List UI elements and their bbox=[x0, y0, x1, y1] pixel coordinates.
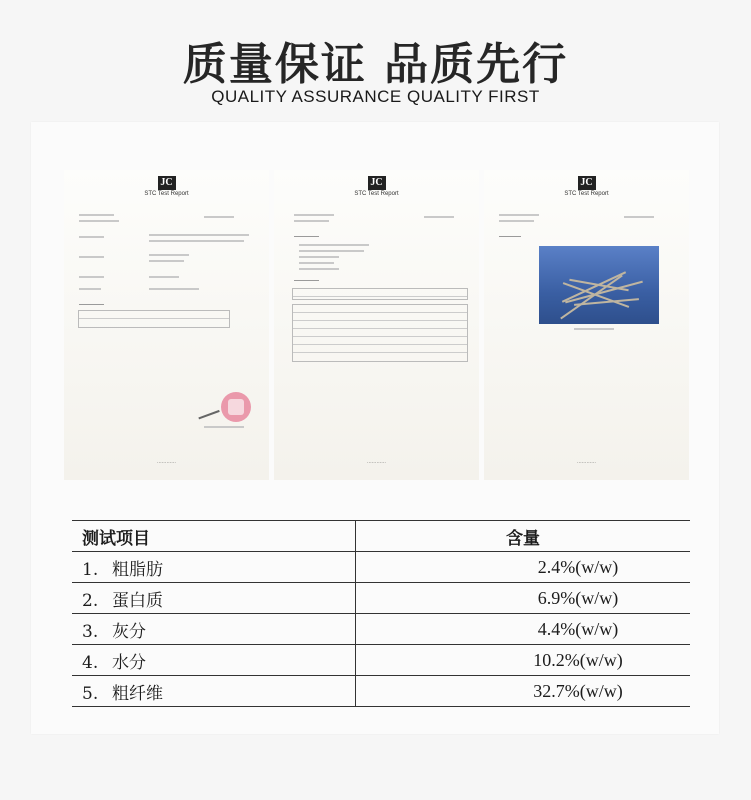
page-subtitle: QUALITY ASSURANCE QUALITY FIRST bbox=[211, 87, 540, 106]
header-content: 含量 bbox=[356, 521, 691, 552]
stc-logo: JC bbox=[578, 176, 596, 190]
report-page-2 bbox=[274, 170, 479, 480]
table-row bbox=[72, 583, 690, 614]
table-row bbox=[72, 552, 690, 583]
row-value: 32.7%(w/w) bbox=[533, 680, 623, 701]
report-title: STC Test Report bbox=[144, 191, 189, 197]
row-number: 1. bbox=[82, 559, 99, 580]
row-number: 4. bbox=[82, 652, 99, 673]
table-header-row bbox=[72, 521, 690, 552]
table-row bbox=[72, 676, 690, 707]
page-title: 质量保证 品质先行 bbox=[182, 39, 569, 90]
report-title: STC Test Report bbox=[354, 191, 399, 197]
report-footer: ············ bbox=[576, 460, 597, 466]
results-table bbox=[72, 520, 690, 710]
row-item: 水分 bbox=[112, 652, 146, 673]
sample-photo bbox=[539, 246, 659, 324]
row-value: 4.4%(w/w) bbox=[537, 618, 619, 639]
row-item: 蛋白质 bbox=[112, 590, 163, 611]
stc-logo: JC bbox=[158, 176, 176, 190]
row-number: 5. bbox=[82, 683, 99, 704]
report-footer: ············ bbox=[156, 460, 177, 466]
row-number: 3. bbox=[82, 621, 99, 642]
report-page-3 bbox=[484, 170, 689, 480]
row-item: 粗脂肪 bbox=[112, 559, 163, 580]
row-item: 粗纤维 bbox=[112, 683, 163, 704]
report-footer: ············ bbox=[366, 460, 387, 466]
report-images bbox=[64, 170, 689, 480]
content-panel bbox=[31, 122, 719, 734]
table-row bbox=[72, 614, 690, 645]
stc-logo: JC bbox=[368, 176, 386, 190]
report-page-1 bbox=[64, 170, 269, 480]
row-value: 10.2%(w/w) bbox=[533, 649, 623, 670]
report-title: STC Test Report bbox=[564, 191, 609, 197]
table-row bbox=[72, 645, 690, 676]
row-value: 2.4%(w/w) bbox=[537, 556, 619, 577]
header-test-item: 测试项目 bbox=[72, 521, 356, 552]
row-item: 灰分 bbox=[112, 621, 146, 642]
row-number: 2. bbox=[82, 590, 99, 611]
row-value: 6.9%(w/w) bbox=[537, 587, 619, 608]
